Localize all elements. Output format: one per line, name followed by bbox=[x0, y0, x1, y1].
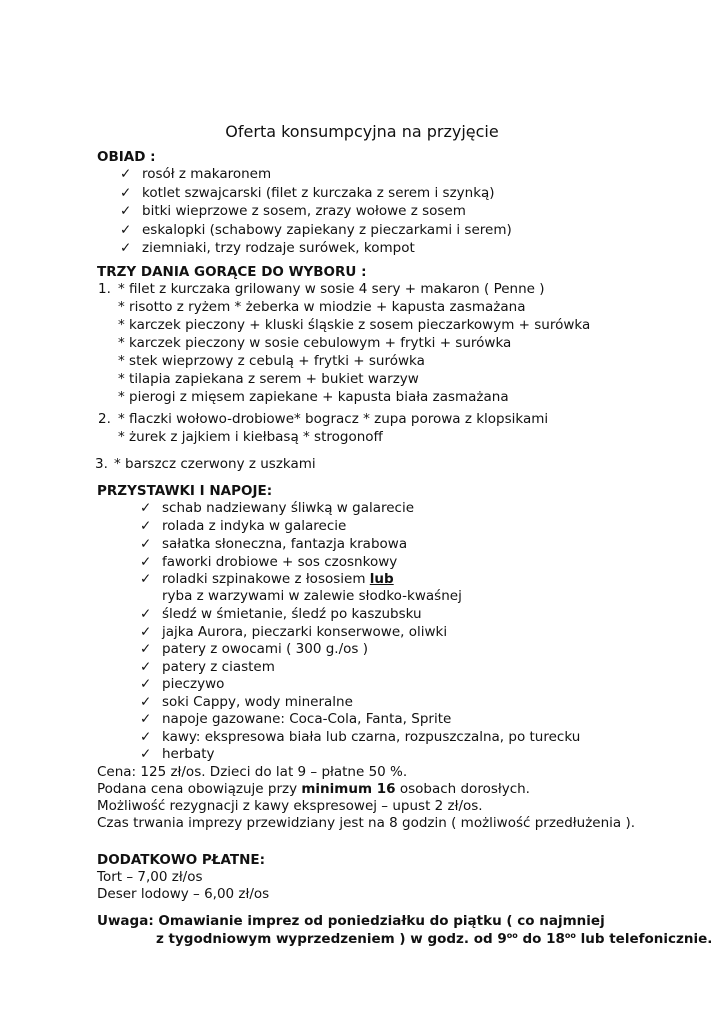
option-2-number: 2. bbox=[98, 411, 111, 427]
check-icon: ✓ bbox=[140, 676, 152, 692]
menu-option-line: * tilapia zapiekana z serem + bukiet warzyw bbox=[118, 371, 419, 387]
list-item: ✓ kawy: ekspresowa biała lub czarna, rozpuszczalna, po turecku bbox=[140, 728, 581, 745]
option-3-item: * barszcz czerwony z uszkami bbox=[114, 456, 316, 472]
option-1-number: 1. bbox=[98, 281, 111, 297]
check-icon: ✓ bbox=[140, 711, 152, 727]
coffee-discount-line: Możliwość rezygnacji z kawy ekspresowej – upust 2 zł/os. bbox=[97, 798, 483, 814]
list-item: ✓ patery z ciastem bbox=[140, 658, 275, 675]
check-icon: ✓ bbox=[140, 728, 152, 745]
menu-option-line: * pierogi z mięsem zapiekane + kapusta biała zasmażana bbox=[118, 389, 509, 405]
check-icon: ✓ bbox=[120, 221, 132, 238]
list-item: ✓ ziemniaki, trzy rodzaje surówek, kompot bbox=[120, 240, 415, 256]
deser-price: Deser lodowy – 6,00 zł/os bbox=[97, 886, 270, 902]
uwaga-line-1: Uwaga: Omawianie imprez od poniedziałku do piątku ( co najmniej bbox=[97, 913, 605, 929]
menu-option-line: * karczek pieczony + kluski śląskie z sosem pieczarkowym + surówka bbox=[118, 317, 591, 333]
check-icon: ✓ bbox=[140, 623, 152, 640]
obiad-heading: OBIAD : bbox=[97, 149, 156, 165]
price-line: Cena: 125 zł/os. Dzieci do lat 9 – płatne 50 %. bbox=[97, 764, 408, 780]
page-title: Oferta konsumpcyjna na przyjęcie bbox=[225, 122, 499, 141]
check-icon: ✓ bbox=[140, 518, 152, 534]
check-icon: ✓ bbox=[120, 166, 132, 182]
list-item: ✓ rolada z indyka w galarecie bbox=[140, 518, 347, 534]
list-item: ✓ bitki wieprzowe z sosem, zrazy wołowe z sosem bbox=[120, 203, 466, 219]
uwaga-line-2: z tygodniowym wyprzedzeniem ) w godz. od $9^{oo}$ do $18^{oo}$ lub telefonicznie. bbox=[156, 931, 713, 947]
check-icon: ✓ bbox=[140, 746, 152, 762]
menu-option-line: * stek wieprzowy z cebulą + frytki + surówka bbox=[118, 353, 425, 369]
lub-underlined: lub bbox=[369, 571, 394, 587]
list-item: ✓ eskalopki (schabowy zapiekany z pieczarkami i serem) bbox=[120, 221, 512, 238]
check-icon: ✓ bbox=[140, 606, 152, 622]
menu-option-line: * żurek z jajkiem i kiełbasą * strogonoff bbox=[118, 429, 383, 445]
list-item-continuation: ryba z warzywami w zalewie słodko-kwaśnej bbox=[162, 588, 462, 604]
check-icon: ✓ bbox=[140, 554, 152, 570]
list-item: ✓ napoje gazowane: Coca-Cola, Fanta, Sprite bbox=[140, 711, 452, 727]
tort-price: Tort – 7,00 zł/os bbox=[97, 869, 203, 885]
list-item: ✓ rosół z makaronem bbox=[120, 166, 272, 182]
list-item: ✓ kotlet szwajcarski (filet z kurczaka z serem i szynką) bbox=[120, 184, 495, 201]
check-icon: ✓ bbox=[120, 184, 132, 201]
przystawki-heading: PRZYSTAWKI I NAPOJE: bbox=[97, 483, 273, 499]
list-item: ✓ faworki drobiowe + sos czosnkowy bbox=[140, 554, 398, 570]
menu-option-line: * risotto z ryżem * żeberka w miodzie + kapusta zasmażana bbox=[118, 299, 526, 315]
check-icon: ✓ bbox=[120, 240, 132, 256]
menu-option-line: * filet z kurczaka grilowany w sosie 4 sery + makaron ( Penne ) bbox=[118, 281, 545, 297]
list-item: ✓ herbaty bbox=[140, 746, 215, 762]
list-item: ✓ jajka Aurora, pieczarki konserwowe, oliwki bbox=[140, 623, 448, 640]
check-icon: ✓ bbox=[140, 500, 152, 516]
menu-option-line: * karczek pieczony w sosie cebulowym + frytki + surówka bbox=[118, 335, 512, 351]
minimum-guests: minimum 16 bbox=[301, 781, 396, 797]
trzy-dania-heading: TRZY DANIA GORĄCE DO WYBORU : bbox=[97, 264, 367, 280]
list-item: ✓ roladki szpinakowe z łososiem lub bbox=[140, 571, 394, 587]
list-item: ✓ soki Cappy, wody mineralne bbox=[140, 693, 353, 710]
check-icon: ✓ bbox=[140, 536, 152, 552]
list-item: ✓ patery z owocami ( 300 g./os ) bbox=[140, 641, 368, 657]
list-item: ✓ śledź w śmietanie, śledź po kaszubsku bbox=[140, 606, 422, 622]
menu-option-line: * flaczki wołowo-drobiowe* bogracz * zupa porowa z klopsikami bbox=[118, 411, 549, 427]
check-icon: ✓ bbox=[140, 658, 152, 675]
duration-line: Czas trwania imprezy przewidziany jest na 8 godzin ( możliwość przedłużenia ). bbox=[97, 815, 636, 831]
list-item: ✓ sałatka słoneczna, fantazja krabowa bbox=[140, 536, 408, 552]
option-3-number: 3. bbox=[95, 456, 108, 472]
price-condition-line: Podana cena obowiązuje przy minimum 16 osobach dorosłych. bbox=[97, 781, 530, 797]
check-icon: ✓ bbox=[140, 641, 152, 657]
list-item: ✓ pieczywo bbox=[140, 676, 225, 692]
check-icon: ✓ bbox=[120, 203, 132, 219]
list-item: ✓ schab nadziewany śliwką w galarecie bbox=[140, 500, 415, 516]
check-icon: ✓ bbox=[140, 693, 152, 710]
dodatkowo-heading: DODATKOWO PŁATNE: bbox=[97, 852, 265, 868]
check-icon: ✓ bbox=[140, 571, 152, 587]
